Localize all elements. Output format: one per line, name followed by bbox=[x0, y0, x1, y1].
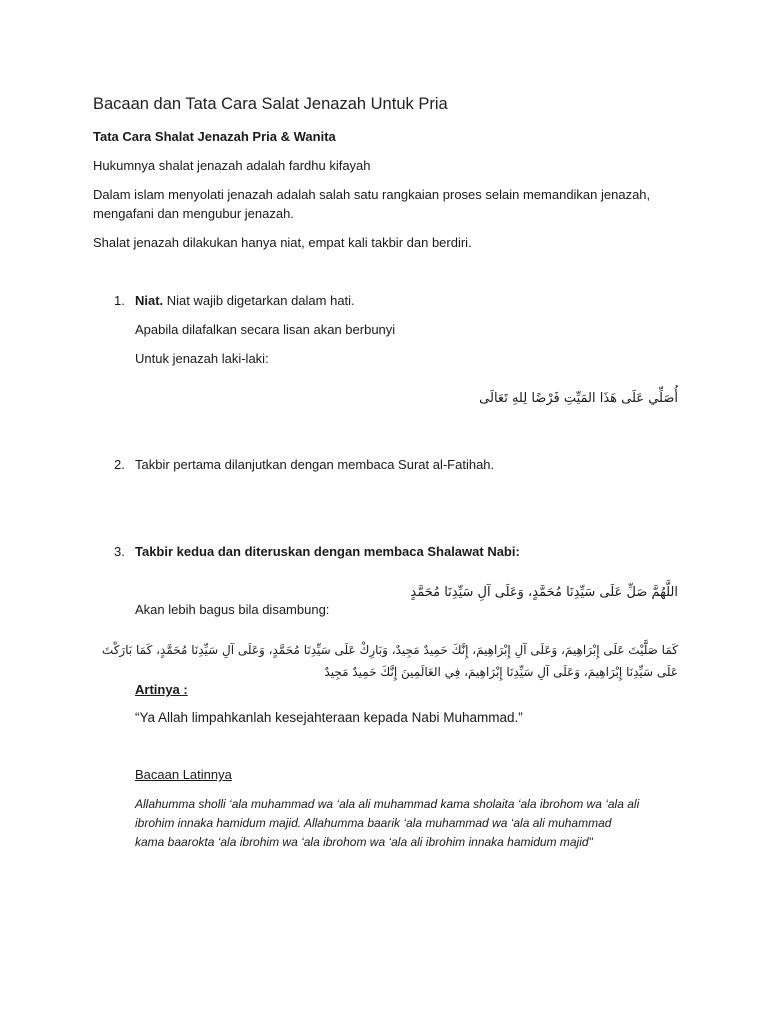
intro-law: Hukumnya shalat jenazah adalah fardhu kifayah bbox=[93, 158, 371, 173]
step-3-more-label: Akan lebih bagus bila disambung: bbox=[135, 602, 330, 617]
intro-process-line2: mengafani dan mengubur jenazah. bbox=[93, 206, 294, 221]
step-3-text: Takbir kedua dan diteruskan dengan membaca Shalawat Nabi: bbox=[135, 544, 520, 559]
step-1-arabic-niat: أُصَلِّي عَلَى هَذَا المَيِّتِ فَرْضًا لِلهِ تَعَالَى bbox=[479, 391, 678, 406]
step-1-sub2: Untuk jenazah laki-laki: bbox=[135, 351, 269, 366]
step-2-text: Takbir pertama dilanjutkan dengan membaca Surat al-Fatihah. bbox=[135, 457, 495, 472]
step-3-arabic-full-line2: عَلَى سَيِّدِنَا إِبْرَاهِيمَ، وَعَلَى آلِ سَيِّدِنَا إِبْرَاهِيمَ، فِي العَالَمِينَ إِنَّكَ حَمِيدٌ مَجِيدٌ bbox=[324, 665, 678, 679]
latin-line1: Allahumma sholli ‘ala muhammad wa ‘ala ali muhammad kama sholaita ‘ala ibrohom wa ‘ala ali bbox=[135, 797, 640, 811]
latin-heading: Bacaan Latinnya bbox=[135, 767, 232, 782]
step-3-arabic-full-line1: كَمَا صَلَّيْتَ عَلَى إِبْرَاهِيمَ، وَعَلَى آلِ إِبْرَاهِيمَ، إِنَّكَ حَمِيدٌ مَجِيدٌ، وَبَارِكْ عَلَى سَيِّدِنَا مُحَمَّدٍ، وَعَلَى آلِ سَيِّدِنَا مُحَمَّدٍ، كَمَا بَارَكْتَ bbox=[101, 643, 678, 657]
step-3-arabic-shalawat: اللَّهُمَّ صَلِّ عَلَى سَيِّدِنَا مُحَمَّدٍ، وَعَلَى آلِ سَيِّدِنَا مُحَمَّدٍ bbox=[410, 585, 678, 600]
step-1-body: Niat wajib digetarkan dalam hati. bbox=[163, 293, 355, 308]
artinya-heading: Artinya : bbox=[135, 682, 188, 697]
step-1-text bbox=[135, 291, 355, 311]
step-1-label: Niat. bbox=[135, 293, 164, 308]
latin-line2: ibrohim innaka hamidum majid. Allahumma baarik ‘ala muhammad wa ‘ala ali muhammad bbox=[135, 816, 612, 830]
intro-heading: Tata Cara Shalat Jenazah Pria & Wanita bbox=[93, 129, 336, 144]
step-3-number: 3. bbox=[114, 544, 125, 559]
step-2-number: 2. bbox=[114, 457, 125, 472]
step-1-number: 1. bbox=[114, 293, 125, 308]
step-1-sub1: Apabila dilafalkan secara lisan akan berbunyi bbox=[135, 322, 396, 337]
latin-line3: kama baarokta ‘ala ibrohim wa ‘ala ibrohom wa ‘ala ali ibrohim innaka hamidum majid" bbox=[135, 835, 593, 849]
document-title: Bacaan dan Tata Cara Salat Jenazah Untuk Pria bbox=[93, 95, 448, 113]
intro-process-line1: Dalam islam menyolati jenazah adalah salah satu rangkaian proses selain memandikan jenazah, bbox=[93, 187, 651, 202]
artinya-text: “Ya Allah limpahkanlah kesejahteraan kepada Nabi Muhammad.” bbox=[135, 710, 523, 725]
intro-summary: Shalat jenazah dilakukan hanya niat, empat kali takbir dan berdiri. bbox=[93, 235, 472, 250]
